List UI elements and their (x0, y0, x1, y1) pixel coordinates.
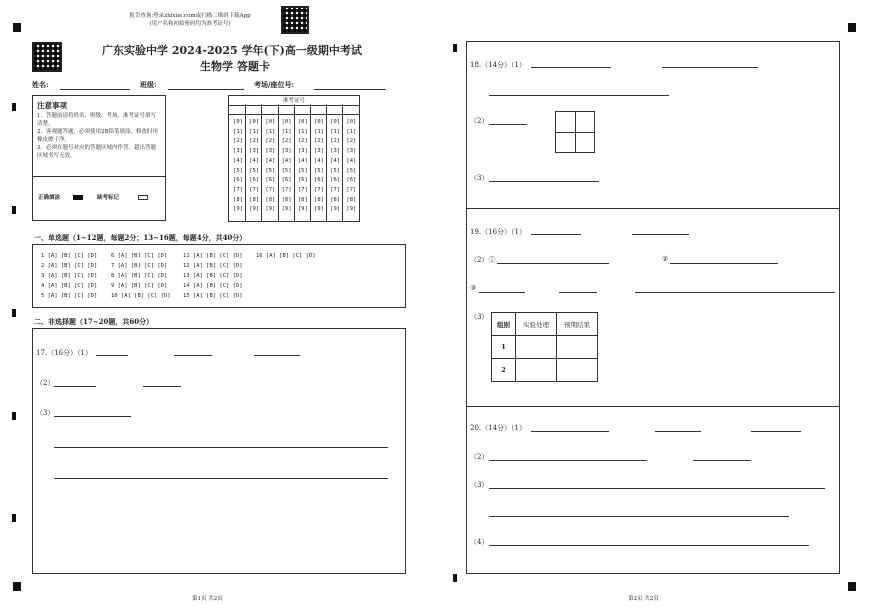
notice-item: 1．答题前请将姓名、班级、考场、准考证号填写清楚。 (37, 113, 157, 127)
admission-digit-column (312, 118, 326, 215)
timing-mark (453, 44, 457, 52)
admission-digit[interactable]: [6] (314, 177, 324, 184)
answer-line[interactable] (655, 431, 701, 432)
page-number-right: 第2页 共2页 (628, 596, 659, 602)
seat-field[interactable] (314, 89, 386, 90)
corner-mark (13, 23, 21, 32)
admission-digit[interactable]: [7] (233, 186, 243, 193)
admission-digit[interactable]: [2] (346, 138, 357, 145)
admission-digit[interactable]: [9] (297, 206, 308, 213)
page-number-left: 第1页 共2页 (192, 596, 223, 602)
answer-line[interactable] (497, 263, 609, 264)
q20-part4: （4） (470, 538, 489, 546)
admission-digit[interactable]: [7] (297, 186, 308, 193)
admission-digit[interactable]: [7] (281, 186, 292, 193)
admission-digit[interactable]: [9] (233, 206, 243, 213)
timing-mark (12, 103, 16, 111)
answer-line[interactable] (96, 355, 128, 356)
admission-digit[interactable]: [3] (281, 148, 292, 155)
admission-digit-column (344, 118, 358, 215)
admission-digit[interactable]: [6] (281, 177, 292, 184)
table-header: 实验处理 (516, 313, 557, 336)
admission-digit[interactable]: [3] (346, 148, 357, 155)
answer-line[interactable] (662, 67, 758, 68)
mcq-item[interactable]: 6 [A] [B] [C] [D] (111, 253, 168, 259)
admission-digit[interactable]: [0] (314, 119, 324, 125)
admission-digit[interactable]: [8] (330, 196, 341, 203)
corner-mark (848, 23, 856, 32)
corner-mark (13, 582, 21, 591)
correct-fill-label: 正确填涂 (38, 195, 61, 201)
punnett-square[interactable] (555, 111, 595, 153)
q20-box (466, 406, 840, 574)
mcq-item[interactable]: 2 [A] [B] [C] [D] (41, 263, 98, 269)
admission-digit[interactable]: [5] (314, 167, 324, 174)
q18-part3: （3） (470, 174, 489, 182)
admission-digit[interactable]: [5] (265, 167, 276, 174)
name-label: 姓名: (32, 80, 49, 89)
mcq-item[interactable]: 9 [A] [B] [C] [D] (111, 283, 168, 289)
table-header: 预期结果 (557, 313, 598, 336)
admission-digit[interactable]: [4] (249, 157, 260, 164)
admission-digit[interactable]: [3] (265, 148, 276, 155)
q19-head: 19.（16分）（1） (470, 228, 526, 236)
name-field[interactable] (60, 89, 130, 90)
admission-digit[interactable]: [4] (330, 157, 341, 164)
mcq-item[interactable]: 10 [A] [B] [C] [D] (111, 293, 171, 299)
admission-digit[interactable]: [3] (297, 148, 308, 155)
mcq-item[interactable]: 13 [A] [B] [C] [D] (183, 273, 243, 279)
answer-line[interactable] (254, 355, 300, 356)
q19-part2: （2）① (470, 256, 496, 264)
table-cell[interactable] (557, 359, 598, 382)
admission-digit[interactable]: [3] (330, 148, 341, 155)
mcq-item[interactable]: 7 [A] [B] [C] [D] (111, 263, 168, 269)
q19-part2-c: ③ (470, 284, 477, 292)
class-field[interactable] (168, 89, 244, 90)
notice-list (37, 112, 161, 160)
answer-line[interactable] (479, 292, 525, 293)
answer-line[interactable] (489, 516, 789, 517)
admission-digit[interactable]: [1] (330, 128, 341, 135)
admission-digit[interactable]: [5] (330, 167, 341, 174)
corner-mark (848, 582, 856, 591)
answer-line[interactable] (635, 292, 835, 293)
admission-digit[interactable]: [3] (314, 148, 324, 155)
admission-digit[interactable]: [2] (233, 138, 243, 145)
q18-part2: （2） (470, 117, 489, 125)
admission-digit-column (280, 118, 294, 215)
admission-digit[interactable]: [9] (281, 206, 292, 213)
admission-digit[interactable]: [1] (297, 128, 308, 135)
mcq-box (32, 244, 406, 308)
answer-line[interactable] (531, 431, 609, 432)
section1-title: 一、单选题（1~12题，每题2分；13~16题，每题4分，共40分） (34, 233, 247, 242)
admission-digit[interactable]: [4] (346, 157, 357, 164)
table-cell[interactable] (516, 336, 557, 359)
admission-digit[interactable]: [8] (233, 196, 243, 203)
admission-digit[interactable]: [2] (330, 138, 341, 145)
notice-item: 3．必须在题号对应的答题区域内作答，超出答题区域书写无效。 (37, 145, 157, 159)
answer-line[interactable] (632, 234, 689, 235)
table-cell[interactable] (557, 336, 598, 359)
admission-digit[interactable]: [5] (233, 167, 243, 174)
admission-digit[interactable]: [4] (314, 157, 324, 164)
q19-part3: （3） (470, 313, 489, 321)
admission-digit[interactable]: [1] (249, 128, 260, 135)
admission-digit[interactable]: [8] (281, 196, 292, 203)
experiment-table (491, 312, 598, 382)
admission-digit[interactable]: [2] (314, 138, 324, 145)
notice-item: 2．客观题答题，必须使用2B铅笔填涂，修改时用橡皮擦干净。 (37, 129, 159, 143)
exam-subtitle: 生物学 答题卡 (200, 60, 270, 73)
admission-digit[interactable]: [7] (330, 186, 341, 193)
seat-label: 考场/座位号: (254, 80, 295, 89)
admission-digit[interactable]: [5] (281, 167, 292, 174)
admission-digit[interactable]: [9] (265, 206, 276, 213)
admission-digit[interactable]: [1] (281, 128, 292, 135)
absent-mark-label: 缺考标记 (97, 195, 120, 201)
q19-box (466, 208, 840, 407)
q17-part2: （2） (36, 379, 55, 387)
admission-digit[interactable]: [0] (281, 119, 292, 125)
answer-line[interactable] (670, 263, 778, 264)
admission-digit[interactable]: [0] (265, 119, 276, 125)
timing-mark (12, 206, 16, 214)
mcq-column (111, 251, 171, 301)
answer-line[interactable] (531, 234, 581, 235)
table-row-label: 2 (492, 359, 516, 382)
answer-line[interactable] (174, 355, 212, 356)
answer-line[interactable] (489, 124, 527, 125)
answer-line[interactable] (54, 447, 388, 448)
admission-digit[interactable]: [8] (265, 196, 276, 203)
answer-line[interactable] (54, 478, 388, 479)
answer-line[interactable] (693, 460, 751, 461)
admission-digit[interactable]: [2] (297, 138, 308, 145)
admission-digit[interactable]: [4] (265, 157, 276, 164)
sheet-qr-code (32, 42, 62, 72)
answer-line[interactable] (54, 386, 96, 387)
admission-digit-column (328, 118, 342, 215)
answer-line[interactable] (751, 431, 801, 432)
q18-box (466, 41, 840, 209)
admission-digit[interactable]: [1] (265, 128, 276, 135)
admission-digit[interactable]: [7] (346, 186, 357, 193)
admission-digit[interactable]: [2] (249, 138, 260, 145)
admission-digit[interactable]: [0] (330, 119, 341, 125)
admission-digit[interactable]: [0] (346, 119, 357, 125)
admission-grid (228, 95, 360, 222)
admission-digit[interactable]: [7] (249, 186, 260, 193)
mcq-item[interactable]: 3 [A] [B] [C] [D] (41, 273, 98, 279)
admission-digit[interactable]: [6] (233, 177, 243, 184)
mcq-item[interactable]: 11 [A] [B] [C] [D] (183, 253, 243, 259)
admission-digit[interactable]: [9] (314, 206, 324, 213)
answer-line[interactable] (143, 386, 181, 387)
notice-box (32, 95, 166, 221)
timing-mark (12, 309, 16, 317)
admission-digit[interactable]: [4] (281, 157, 292, 164)
admission-digit[interactable]: [5] (346, 167, 357, 174)
mcq-column (183, 251, 243, 301)
answer-line[interactable] (489, 95, 669, 96)
admission-digit[interactable]: [1] (233, 128, 243, 135)
admission-digit[interactable]: [9] (249, 206, 260, 213)
class-label: 班级: (140, 80, 157, 89)
mcq-item[interactable]: 15 [A] [B] [C] [D] (183, 293, 243, 299)
admission-digit[interactable]: [5] (297, 167, 308, 174)
admission-digit[interactable]: [2] (281, 138, 292, 145)
answer-line[interactable] (489, 488, 825, 489)
section2-title: 二、非选择题（17~20题，共60分） (34, 317, 154, 326)
answer-line[interactable] (54, 416, 131, 417)
admission-digit[interactable]: [0] (297, 119, 308, 125)
admission-digit[interactable]: [8] (346, 196, 357, 203)
mcq-item[interactable]: 12 [A] [B] [C] [D] (183, 263, 243, 269)
table-row-label: 1 (492, 336, 516, 359)
admission-digit[interactable]: [6] (330, 177, 341, 184)
answer-line[interactable] (489, 460, 647, 461)
admission-digit[interactable]: [4] (233, 157, 243, 164)
admission-digit[interactable]: [1] (314, 128, 324, 135)
admission-digit[interactable]: [9] (346, 206, 357, 213)
mcq-item[interactable]: 5 [A] [B] [C] [D] (41, 293, 98, 299)
mcq-item[interactable]: 8 [A] [B] [C] [D] (111, 273, 168, 279)
table-cell[interactable] (516, 359, 557, 382)
filled-mark-icon (73, 195, 83, 200)
mcq-item[interactable]: 1 [A] [B] [C] [D] (41, 253, 98, 259)
admission-digit[interactable]: [1] (346, 128, 357, 135)
download-notice: 报告查询:登录zhixue.com或扫描二维码下载App (用户名和初始密码均为准考证号) (129, 13, 251, 27)
admission-digit-column (231, 118, 245, 215)
mcq-item[interactable]: 4 [A] [B] [C] [D] (41, 283, 98, 289)
admission-digit[interactable]: [4] (297, 157, 308, 164)
admission-digit[interactable]: [9] (330, 206, 341, 213)
admission-title: 准考证号 (229, 97, 359, 106)
mcq-item[interactable]: 14 [A] [B] [C] [D] (183, 283, 243, 289)
admission-digit[interactable]: [3] (249, 148, 260, 155)
q19-part2-b: ② (662, 255, 669, 263)
mcq-column (256, 251, 316, 261)
admission-digit-column (263, 118, 277, 215)
absent-mark-box[interactable] (138, 195, 148, 200)
q18-head: 18.（14分）（1） (470, 61, 526, 69)
timing-mark (12, 514, 16, 522)
answer-line[interactable] (559, 292, 597, 293)
admission-digit-column (296, 118, 310, 215)
table-header: 组别 (492, 313, 516, 336)
admission-digit[interactable]: [0] (233, 119, 243, 125)
admission-digit[interactable]: [7] (265, 186, 276, 193)
timing-mark (12, 412, 16, 420)
admission-digit[interactable]: [3] (233, 148, 243, 155)
admission-digit[interactable]: [6] (265, 177, 276, 184)
q20-part2: （2） (470, 453, 489, 461)
admission-digit[interactable]: [6] (249, 177, 260, 184)
answer-line[interactable] (531, 67, 611, 68)
mcq-item[interactable]: 16 [A] [B] [C] [D] (256, 253, 316, 259)
q17-box (32, 328, 406, 574)
q17-head: 17.（16分）（1） (36, 349, 92, 357)
mcq-column (41, 251, 97, 301)
q20-head: 20.（14分）（1） (470, 424, 526, 432)
admission-digit[interactable]: [7] (314, 186, 324, 193)
app-qr-code[interactable] (281, 6, 309, 34)
timing-mark (453, 574, 457, 582)
notice-title: 注意事项 (37, 101, 67, 110)
q17-part3: （3） (36, 409, 55, 417)
admission-digit[interactable]: [6] (346, 177, 357, 184)
exam-title: 广东实验中学 2024-2025 学年(下)高一级期中考试 (102, 44, 362, 57)
admission-digit[interactable]: [2] (265, 138, 276, 145)
answer-line[interactable] (489, 181, 599, 182)
admission-digit[interactable]: [5] (249, 167, 260, 174)
q20-part3: （3） (470, 481, 489, 489)
answer-line[interactable] (489, 545, 809, 546)
admission-digit[interactable]: [6] (297, 177, 308, 184)
admission-digit[interactable]: [8] (314, 196, 324, 203)
admission-digit-column (247, 118, 261, 215)
admission-digit[interactable]: [8] (297, 196, 308, 203)
admission-digit[interactable]: [8] (249, 196, 260, 203)
admission-digit[interactable]: [0] (249, 119, 260, 125)
